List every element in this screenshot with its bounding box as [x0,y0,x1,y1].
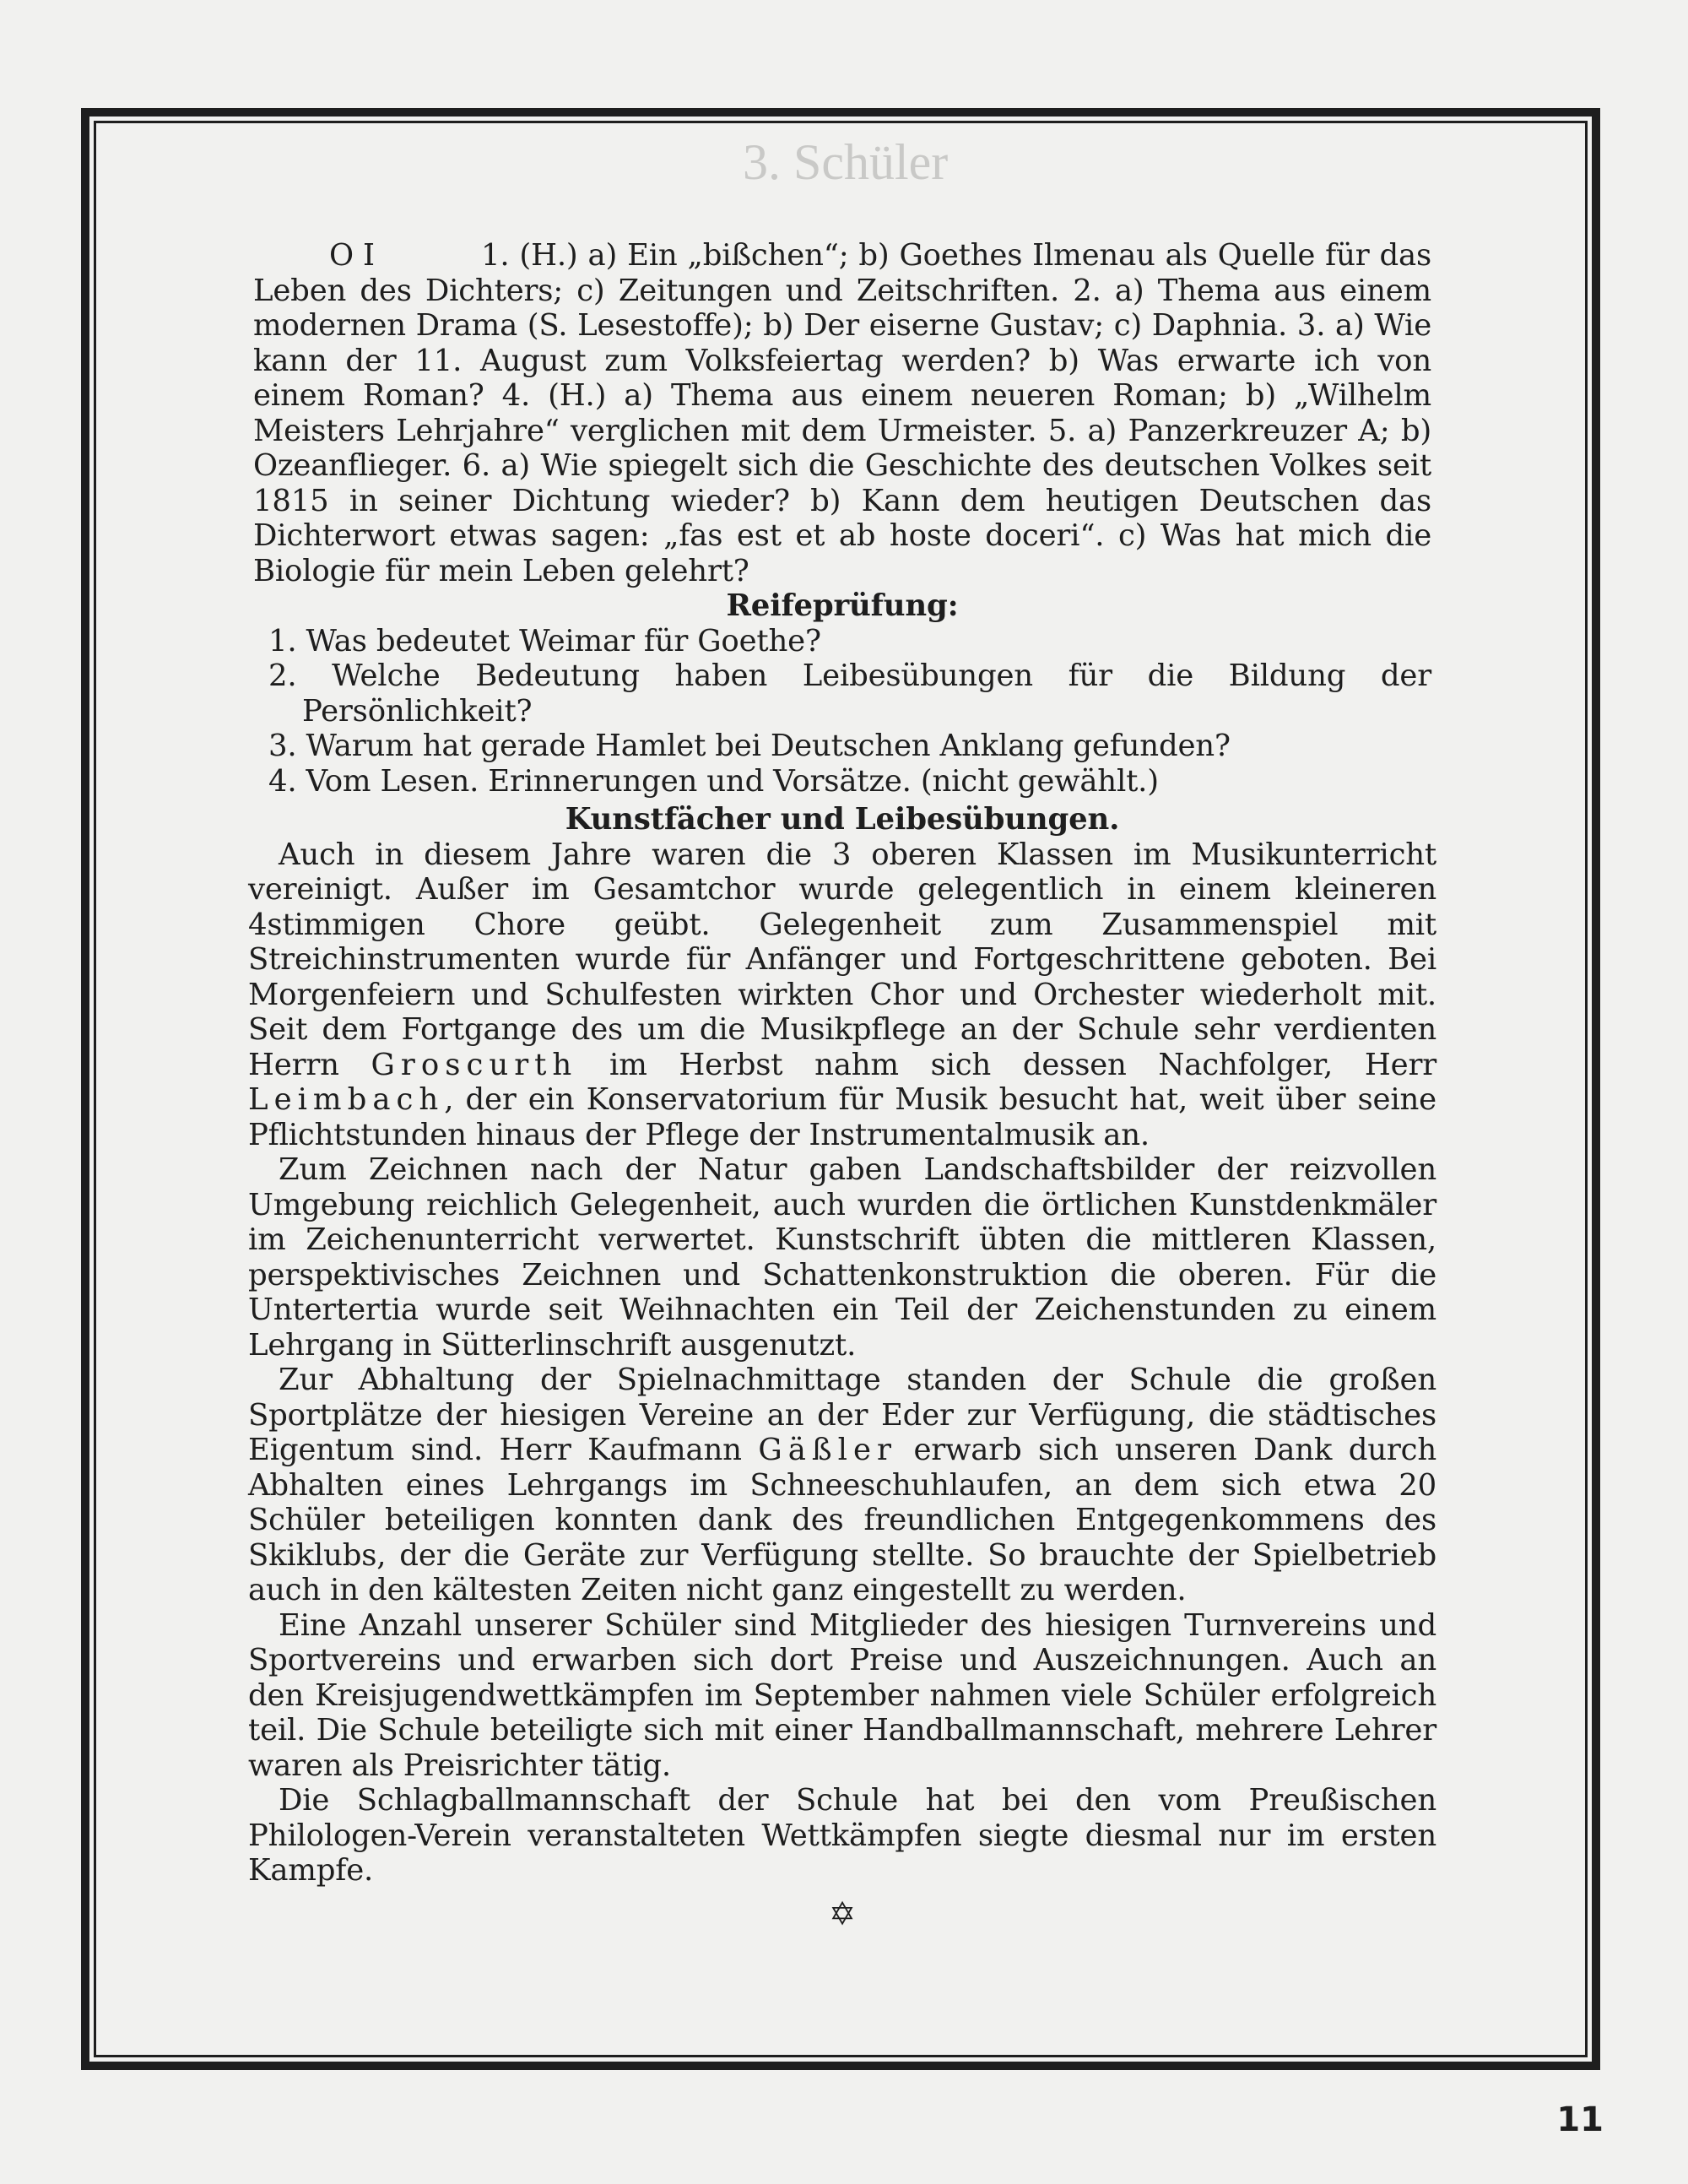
reifepruefung-list [253,624,1431,799]
page-number: 11 [1556,2100,1604,2139]
kunstfaecher-title: Kunstfächer und Leibesübungen. [565,802,1120,837]
oi-section [253,238,1431,588]
star-ornament: ✡ [829,1894,856,1932]
name-leimbach: Leimbach [248,1082,445,1117]
kunstfaecher-body [248,837,1436,1889]
music-text-3: , der ein Konservatorium für Musik besucht hat, weit über seine Pflichtstunden hinaus der Pflege der Instrumentalmusik an. [248,1082,1436,1152]
reifepruefung-item: 4. Vom Lesen. Erinnerungen und Vorsätze. (nicht gewählt.) [268,763,1159,799]
schlagball-paragraph: Die Schlagballmannschaft der Schule hat bei den vom Preußischen Philologen-Verein veranstalteten Wettkämpfen siegte diesmal nur im ersten Kampfe. [248,1783,1436,1888]
sports-text-1: Zur Abhaltung der Spielnachmittage standen der Schule die großen Sportplätze der hiesigen Vereine an der Eder zur Verfügung, die städtisches Eigentum sind. Herr Kaufmann [248,1363,1436,1467]
name-gaessler: Gäßler [758,1433,897,1467]
reifepruefung-item: 1. Was bedeutet Weimar für Goethe? [268,623,821,658]
sports-text-2: erwarb sich unseren Dank durch Abhalten eines Lehrgangs im Schneeschuhlaufen, an dem sich etwa 20 Schüler beteiligen konnten dank des freundlichen Entgegenkommens des Skiklubs, der die Geräte zur Verfügung stellte. So brauchte der Spielbetrieb auch in den kältesten Zeiten nicht ganz eingestellt zu werden. [248,1433,1436,1607]
reifepruefung-title: Reifeprüfung: [726,588,959,623]
drawing-paragraph: Zum Zeichnen nach der Natur gaben Landschaftsbilder der reizvollen Umgebung reichlich Gelegenheit, auch wurden die örtlichen Kunstdenkmäler im Zeichenunterricht verwertet. Kunstschrift übten die mittleren Klassen, perspektivisches Zeichnen und Schattenkonstruktion die oberen. Für die Untertertia wurde seit Weihnachten ein Teil der Zeichenstunden zu einem Lehrgang in Sütterlinschrift ausgenutzt. [248,1152,1436,1363]
sports-paragraph [248,1363,1436,1608]
music-text-2: im Herbst nahm sich dessen Nachfolger, Herr [609,1047,1436,1082]
name-groscurth: Groscurth [371,1047,578,1082]
reifepruefung-item: 3. Warum hat gerade Hamlet bei Deutschen Anklang gefunden? [268,729,1231,763]
clubs-paragraph: Eine Anzahl unserer Schüler sind Mitglieder des hiesigen Turnvereins und Sportvereins und erwarben sich dort Preise und Auszeichnungen. Auch an den Kreisjugendwettkämpfen im September nahmen viele Schüler erfolgreich teil. Die Schule beteiligte sich mit einer Handballmannschaft, mehrere Lehrer waren als Preisrichter tätig. [248,1607,1436,1783]
music-paragraph [248,837,1436,1153]
music-text-1: Auch in diesem Jahre waren die 3 oberen Klassen im Musikunterricht vereinigt. Außer im Gesamtchor wurde gelegentlich in einem kleineren 4stimmigen Chore geübt. Gelegenheit zum Zusammenspiel mit Streichinstrumenten wurde für Anfänger und Fortgeschrittene geboten. Bei Morgenfeiern und Schulfesten wirkten Chor und Orchester wiederholt mit. Seit dem Fortgange des um die Musikpflege an der Schule sehr verdienten Herrn [248,837,1436,1082]
bleed-through-heading: 3. Schüler [743,134,949,190]
oi-label: O I [329,238,375,273]
reifepruefung-item: 2. Welche Bedeutung haben Leibesübungen für die Bildung der Persönlichkeit? [268,658,1431,729]
oi-topics: 1. (H.) a) Ein „bißchen“; b) Goethes Ilmenau als Quelle für das Leben des Dichters; c) Zeitungen und Zeitschriften. 2. a) Thema aus einem modernen Drama (S. Lesestoffe); b) Der eiserne Gustav; c) Daphnia. 3. a) Wie kann der 11. August zum Volksfeiertag werden? b) Was erwarte ich von einem Roman? 4. (H.) a) Thema aus einem neueren Roman; b) „Wilhelm Meisters Lehrjahre“ verglichen mit dem Urmeister. 5. a) Panzerkreuzer A; b) Ozeanflieger. 6. a) Wie spiegelt sich die Geschichte des deutschen Volkes seit 1815 in seiner Dichtung wieder? b) Kann dem heutigen Deutschen das Dichterwort etwas sagen: „fas est et ab hoste doceri“. c) Was hat mich die Biologie für mein Leben gelehrt? [253,238,1431,588]
page-content [248,238,1436,1932]
